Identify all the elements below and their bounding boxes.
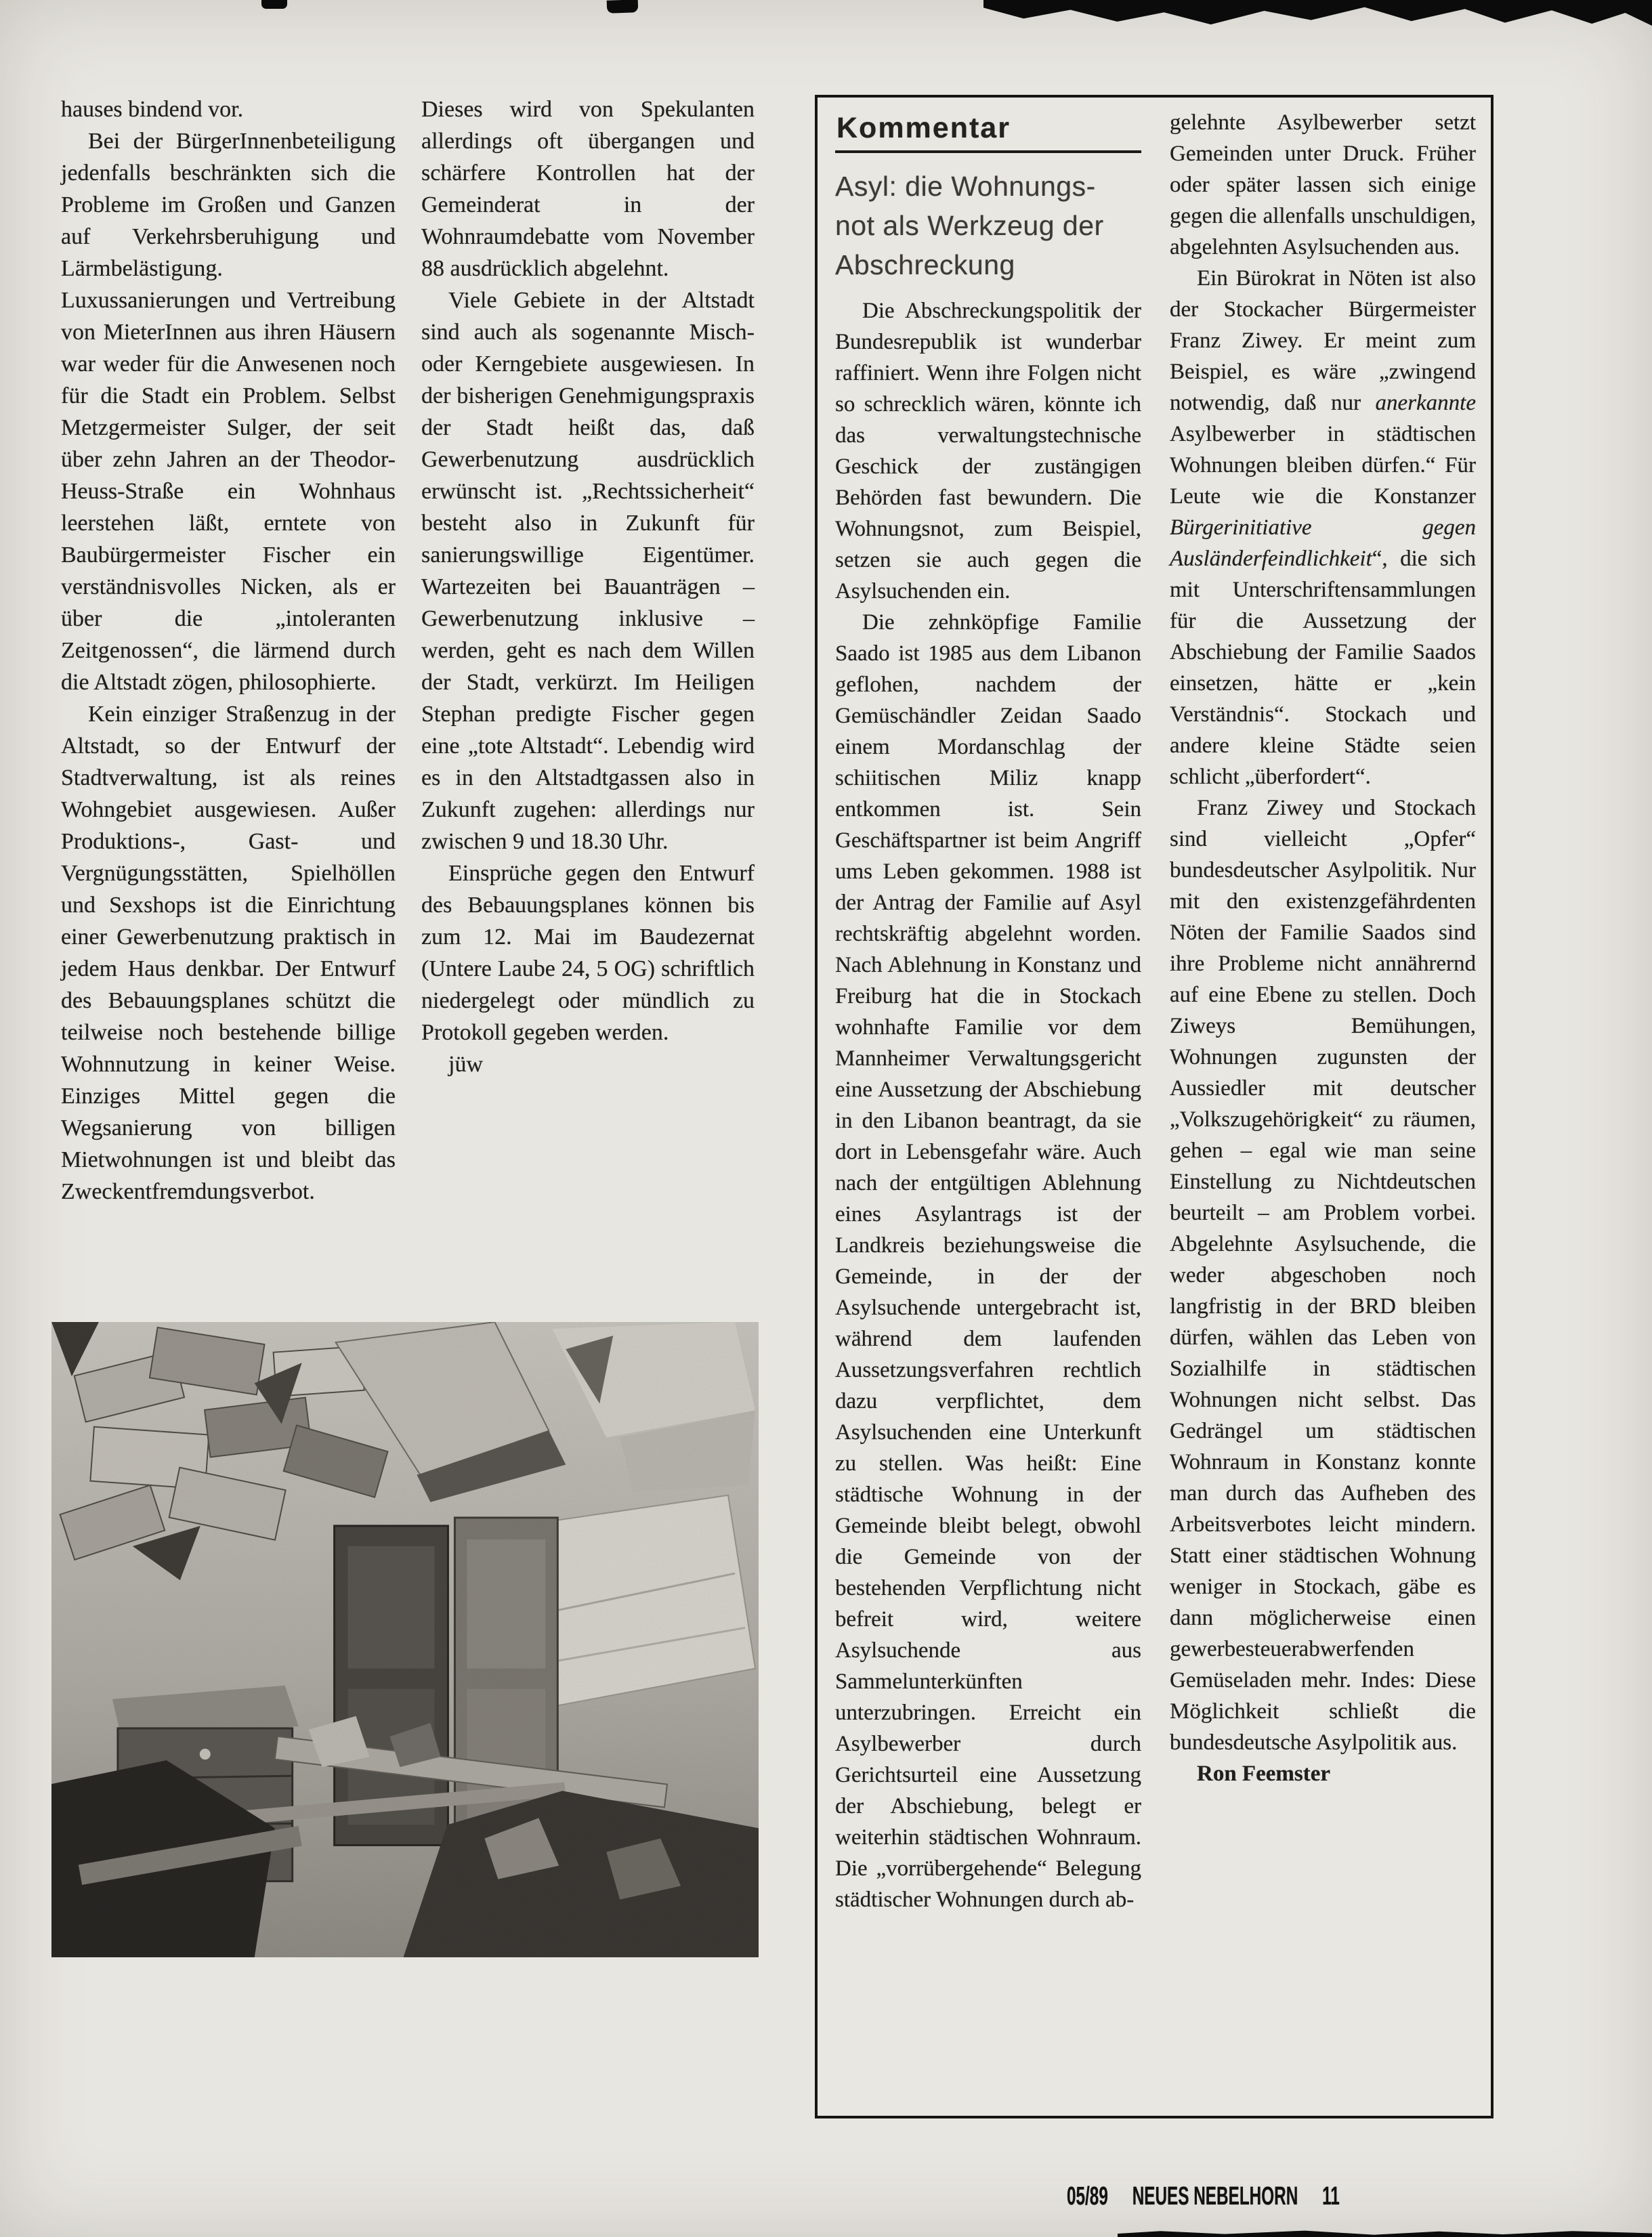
article-paragraph: hauses bindend vor. [61, 97, 244, 122]
footer-magazine-title: NEUES NEBELHORN [1132, 2182, 1298, 2211]
kommentar-box [815, 95, 1494, 2118]
article-paragraph: Einsprüche gegen den Entwurf des Bebauungsplanes können bis zum 12. Mai im Baudezernat (Untere Laube 24, 5 OG) schriftlich niedergelegt oder mündlich zu Protokoll gegeben werden. [421, 861, 755, 1045]
footer-page-number: 11 [1322, 2182, 1340, 2211]
kommentar-kicker: Kommentar [836, 112, 1011, 144]
kommentar-left-text [835, 295, 1141, 1915]
author-signature: jüw [448, 1052, 483, 1077]
kommentar-title-line: Abschreckung [835, 249, 1015, 280]
kicker-rule-divider [835, 150, 1141, 153]
kommentar-paragraph: Die Abschreckungspolitik der Bundesrepublik ist wunderbar raffiniert. Wenn ihre Folgen nicht so schrecklich wären, könnte ich das verwaltungstechnische Geschick der zustängigen Behörden fast bewundern. Die Wohnungsnot, zum Beispiel, setzen sie auch gegen die Asylsuchenden ein. [835, 299, 1141, 603]
footer-issue: 05/89 [1067, 2182, 1108, 2211]
kommentar-paragraph: Franz Ziwey und Stockach sind vielleicht „Opfer“ bundesdeutscher Asylpolitik. Nur mit den existenzgefährdenten Nöten der Familie Saados sind ihre Probleme nicht annährernd auf eine Ebene zu stellen. Doch Ziweys Bemühungen, Wohnungen zugunsten der Aussiedler mit deutscher „Volkszugehörigkeit“ zu räumen, gehen – egal wie man seine Einstellung zu Nichtdeutschen beurteilt – am Problem vorbei. Abgelehnte Asylsuchende, die weder abgeschoben noch langfristig in der BRD bleiben dürfen, wählen das Leben von Sozialhilfe in städtischen Wohnungen nicht selbst. Das Gedrängel um städtischen Wohnraum in Konstanz konnte man durch das Aufheben des Arbeitsverbotes leicht mindern. Statt einer städtischen Wohnung weniger in Stockach, gäbe es dann möglicherweise einen gewerbesteuerabwerfenden Gemüseladen mehr. Indes: Diese Möglichkeit schließt die bundesdeutsche Asylpolitik aus. [1170, 796, 1476, 1755]
rubble-photo [51, 1322, 759, 1957]
article-paragraph: Bei der BürgerInnenbeteiligung jedenfalls beschränkten sich die Probleme im Großen und Ganzen auf Verkehrsberuhigung und Lärmbelästigung. Luxussanierungen und Vertreibung von MieterInnen aus ihren Häusern war weder für die Anwesenen noch für die Stadt ein Problem. Selbst Metzgermeister Sulger, der seit über zehn Jahren an der Theodor-Heuss-Straße ein Wohnhaus leerstehen läßt, erntete von Baubürgermeister Fischer ein verständnisvolles Nicken, als er über die „intoleranten Zeitgenossen“, die lärmend durch die Altstadt zögen, philosophierte. [61, 129, 396, 695]
kommentar-paragraph: Die zehnköpfige Familie Saado ist 1985 aus dem Libanon geflohen, nachdem der Gemüschändler Zeidan Saado einem Mordanschlag der schiitischen Miliz knapp entkommen ist. Sein Geschäftspartner ist beim Angriff ums Leben gekommen. 1988 ist der Antrag der Familie auf Asyl rechtskräftig abgelehnt worden. Nach Ablehnung in Konstanz und Freiburg hat die in Stockach wohnhafte Familie vor dem Mannheimer Verwaltungsgericht eine Aussetzung der Abschiebung in den Libanon beantragt, da sie dort in Lebensgefahr wäre. Auch nach der entgültigen Ablehnung eines Asylantrags ist der Landkreis beziehungsweise die Gemeinde, in der der Asylsuchende untergebracht ist, während dem laufenden Aussetzungsverfahren rechtlich dazu verpflichtet, dem Asylsuchenden eine Unterkunft zu stellen. Was heißt: Eine städtische Wohnung in der Gemeinde bleibt belegt, obwohl die Gemeinde von der bestehenden Verpflichtung nicht befreit wird, weitere Asylsuchende aus Sammelunterkünften unterzubringen. Erreicht ein Asylbewerber durch Gerichtsurteil eine Aussetzung der Abschiebung, belegt er weiterhin städtischen Wohnraum. Die „vorrübergehende“ Belegung städtischer Wohnungen durch ab- [835, 610, 1141, 1912]
scan-artifact-bottom-edge [1118, 2230, 1652, 2237]
photo-illustration [51, 1322, 759, 1957]
page-footer [1067, 2182, 1340, 2211]
article-paragraph: Viele Gebiete in der Altstadt sind auch als sogenannte Misch- oder Kerngebiete ausgewiesen. In der bisherigen Genehmigungspraxis der Stadt heißt das, daß Gewerbenutzung ausdrücklich erwünscht ist. „Rechtssicherheit“ besteht also in Zukunft für sanierungswillige Eigentümer. Wartezeiten bei Bauanträgen – Gewerbenutzung inklusive – werden, geht es nach dem Willen der Stadt, verkürzt. Im Heiligen Stephan predigte Fischer gegen eine „tote Altstadt“. Lebendig wird es in den Altstadtgassen also in Zukunft zugehen: allerdings nur zwischen 9 und 18.30 Uhr. [421, 288, 755, 854]
kommentar-column-right [1170, 107, 1476, 1789]
article-column-1 [61, 93, 396, 1208]
scan-artifact-top-left [261, 0, 287, 9]
kommentar-byline: Ron Feemster [1197, 1762, 1331, 1786]
article-paragraph: Kein einziger Straßenzug in der Altstadt, so der Entwurf der Stadtverwaltung, ist als reines Wohngebiet ausgewiesen. Außer Produktions-, Gast- und Vergnügungsstätten, Spielhöllen und Sexshops ist die Einrichtung einer Gewerbenutzung praktisch in jedem Haus denkbar. Der Entwurf des Bebauungsplanes schützt die teilweise noch bestehende billige Wohnnutzung in keiner Weise. Einziges Mittel gegen die Wegsanierung von billigen Mietwohnungen ist und bleibt das Zweckentfremdungsverbot. [61, 702, 396, 1204]
kommentar-paragraph: gelehnte Asylbewerber setzt Gemeinden unter Druck. Früher oder später lassen sich einige gegen die allenfalls unschuldigen, abgelehnten Asylsuchenden aus. [1170, 110, 1476, 259]
kommentar-column-left [835, 107, 1141, 1915]
kommentar-title-line: Asyl: die Wohnungs- [835, 171, 1096, 202]
article-column-2-text [421, 93, 755, 1048]
kommentar-right-text [1170, 107, 1476, 1758]
scan-artifact-top-right-band [983, 0, 1652, 26]
kommentar-title [835, 167, 1141, 284]
article-column-2 [421, 93, 755, 1080]
kommentar-title-line: not als Werkzeug der [835, 210, 1104, 241]
scan-artifact-top-center [607, 0, 639, 14]
article-paragraph: Dieses wird von Spekulanten allerdings oft übergangen und schärfere Kontrollen hat der Gemeinderat in der Wohnraumdebatte vom November 88 ausdrücklich abgelehnt. [421, 97, 755, 281]
kommentar-paragraph: Ein Bürokrat in Nöten ist also der Stockacher Bürgermeister Franz Ziwey. Er meint zum Beispiel, es wäre „zwingend notwendig, daß nur anerkannte Asylbewerber in städtischen Wohnungen bleiben dürfen.“ Für Leute wie die Konstanzer Bürgerinitiative gegen Ausländerfeindlichkeit“, die sich mit Unterschriftensammlungen für die Aussetzung der Abschiebung der Familie Saados einsetzen, hätte er „kein Verständnis“. Stockach und andere kleine Städte seien schlicht „überfordert“. [1170, 266, 1476, 789]
